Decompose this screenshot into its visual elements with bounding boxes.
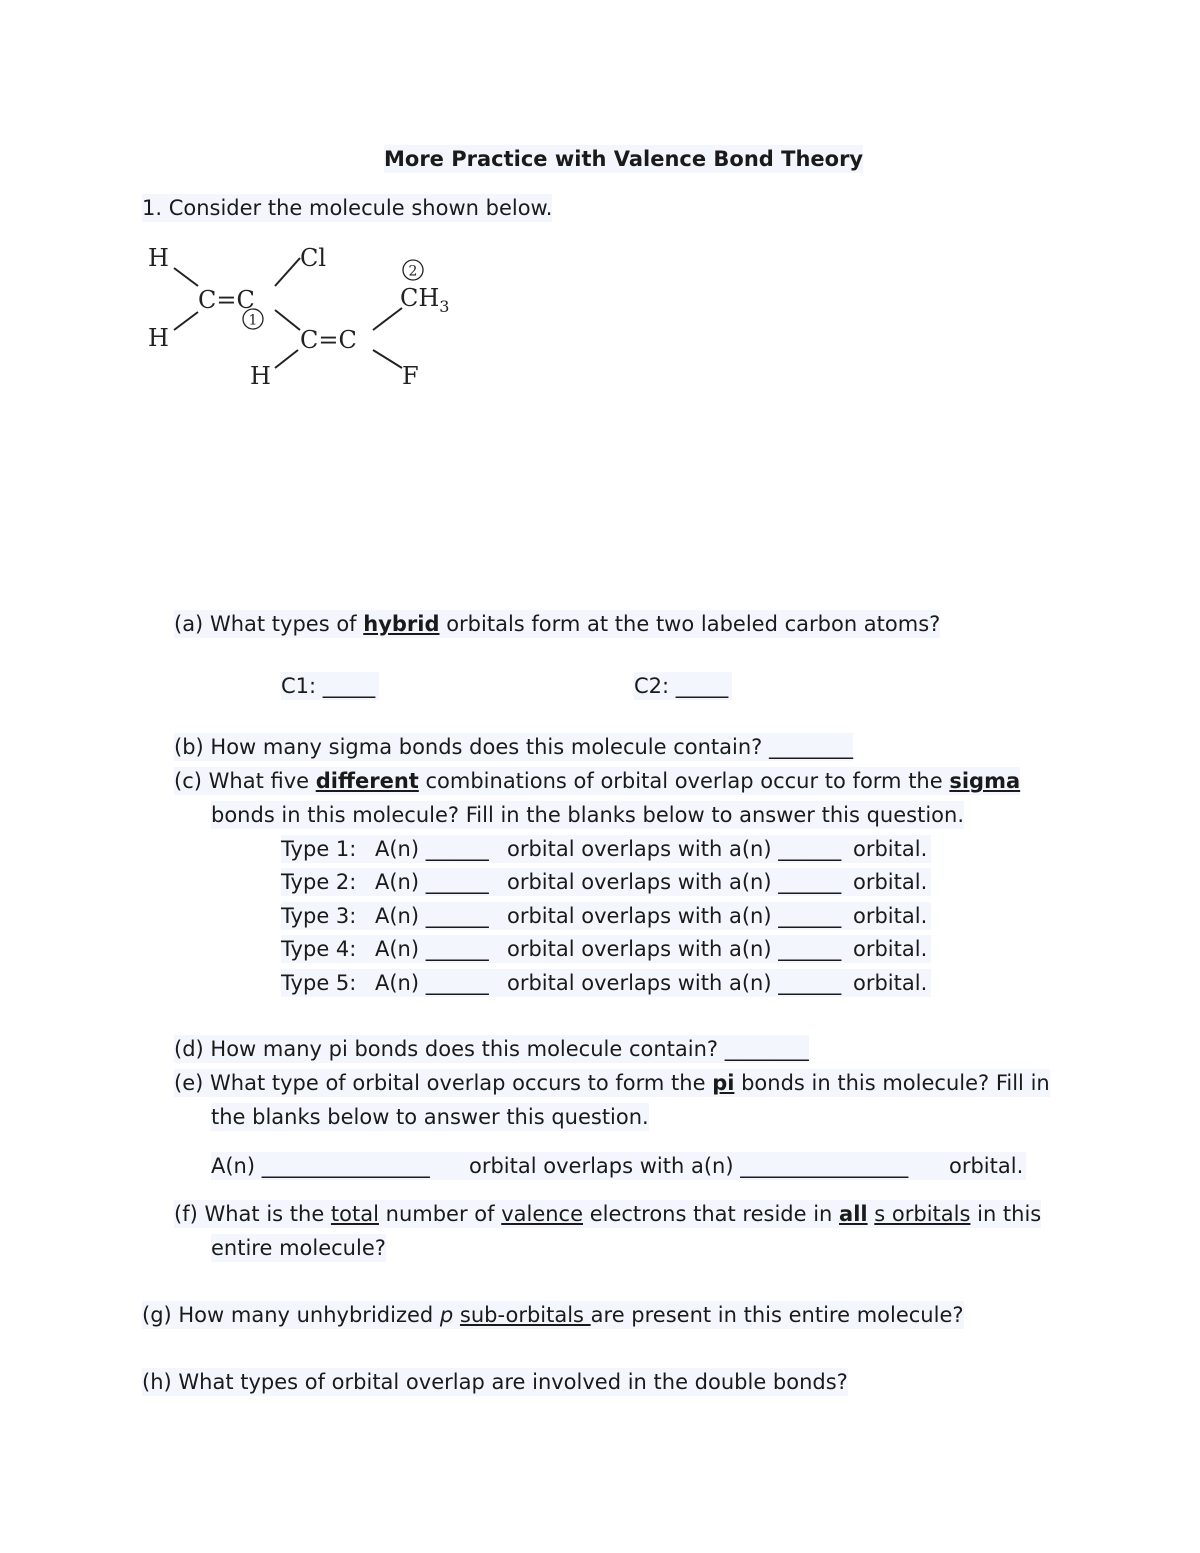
atom-h: H xyxy=(148,324,169,352)
atom-h: H xyxy=(148,244,169,272)
carbon-label-1: 1 xyxy=(248,312,258,329)
emphasis-sigma: sigma xyxy=(949,769,1021,793)
question-b-prefix: (b) xyxy=(174,735,204,759)
blank-a[interactable]: A(n) ______ xyxy=(375,837,489,861)
bond-c-ch3 xyxy=(373,308,402,330)
question-b: (b) How many sigma bonds does this molecule contain? ________ xyxy=(174,735,853,759)
emphasis-total: total xyxy=(330,1202,379,1226)
c1-blank[interactable]: C1: _____ xyxy=(281,672,379,700)
atom-cl: Cl xyxy=(300,244,327,272)
atom-ch3: $CH_3$ xyxy=(400,284,450,316)
atom-double-bond-2: C=C xyxy=(300,326,357,354)
atom-f: F xyxy=(402,362,419,390)
question-h: (h) What types of orbital overlap are involved in the double bonds? xyxy=(142,1370,848,1394)
bond-c-h xyxy=(275,350,298,368)
type-row: Type 2: A(n) ______ orbital overlaps with a(n) ______ orbital. xyxy=(281,868,931,896)
question-a-prefix: (a) xyxy=(174,612,204,636)
question-f: (f) What is the total number of valence electrons that reside in all s orbitals in this xyxy=(174,1202,1042,1226)
emphasis-s-orbitals: s orbitals xyxy=(874,1202,971,1226)
atom-double-bond-1: C=C xyxy=(198,286,255,314)
question-a: (a) What types of hybrid orbitals form at the two labeled carbon atoms? xyxy=(174,612,941,636)
atom-h: H xyxy=(250,362,271,390)
bond-c-cl xyxy=(275,258,300,286)
question-e: (e) What type of orbital overlap occurs to form the pi bonds in this molecule? Fill in xyxy=(174,1071,1050,1095)
bond-h-c2 xyxy=(174,312,198,330)
bond-c-c xyxy=(275,310,300,330)
question-g: (g) How many unhybridized p sub-orbitals are present in this entire molecule? xyxy=(142,1303,964,1327)
molecule-structure xyxy=(140,238,470,398)
type-row: Type 3: A(n) ______ orbital overlaps with a(n) ______ orbital. xyxy=(281,902,931,930)
question-d-prefix: (d) xyxy=(174,1037,204,1061)
emphasis-valence: valence xyxy=(501,1202,584,1226)
type-row: Type 4: A(n) ______ orbital overlaps with a(n) ______ orbital. xyxy=(281,935,931,963)
blank-a[interactable]: A(n) ______ xyxy=(375,971,489,995)
blank-a[interactable]: A(n) ______ xyxy=(375,904,489,928)
question-c-prefix: (c) xyxy=(174,769,202,793)
emphasis-pi: pi xyxy=(712,1071,735,1095)
type-row: Type 5: A(n) ______ orbital overlaps with a(n) ______ orbital. xyxy=(281,969,931,997)
blank-a[interactable]: A(n) ______ xyxy=(375,870,489,894)
question-1-intro: 1. Consider the molecule shown below. xyxy=(142,196,553,220)
question-f-line2: entire molecule? xyxy=(211,1236,386,1260)
question-h-prefix: (h) xyxy=(142,1370,172,1394)
c2-blank[interactable]: C2: _____ xyxy=(634,672,732,700)
emphasis-sub-orbitals: sub-orbitals xyxy=(459,1303,591,1327)
question-c: (c) What five different combinations of orbital overlap occur to form the sigma xyxy=(174,769,1021,793)
bond-h-c1 xyxy=(174,268,198,286)
question-e-prefix: (e) xyxy=(174,1071,204,1095)
emphasis-all: all xyxy=(839,1202,868,1226)
blank-a[interactable]: A(n) ________________ xyxy=(211,1154,430,1178)
bond-c-f xyxy=(373,350,402,368)
question-e-line2: the blanks below to answer this question. xyxy=(211,1105,649,1129)
emphasis-p: p xyxy=(439,1303,454,1327)
emphasis-different: different xyxy=(315,769,419,793)
question-e-blanks: A(n) ________________ orbital overlaps with a(n) ________________ orbital. xyxy=(211,1152,1026,1180)
carbon-label-2: 2 xyxy=(408,263,418,280)
emphasis-hybrid: hybrid xyxy=(363,612,440,636)
question-g-prefix: (g) xyxy=(142,1303,172,1327)
question-d: (d) How many pi bonds does this molecule contain? ________ xyxy=(174,1037,809,1061)
question-f-prefix: (f) xyxy=(174,1202,198,1226)
question-c-line2: bonds in this molecule? Fill in the blanks below to answer this question. xyxy=(211,803,965,827)
blank-a[interactable]: A(n) ______ xyxy=(375,937,489,961)
page-title: More Practice with Valence Bond Theory xyxy=(384,147,864,171)
type-row: Type 1: A(n) ______ orbital overlaps with a(n) ______ orbital. xyxy=(281,835,931,863)
